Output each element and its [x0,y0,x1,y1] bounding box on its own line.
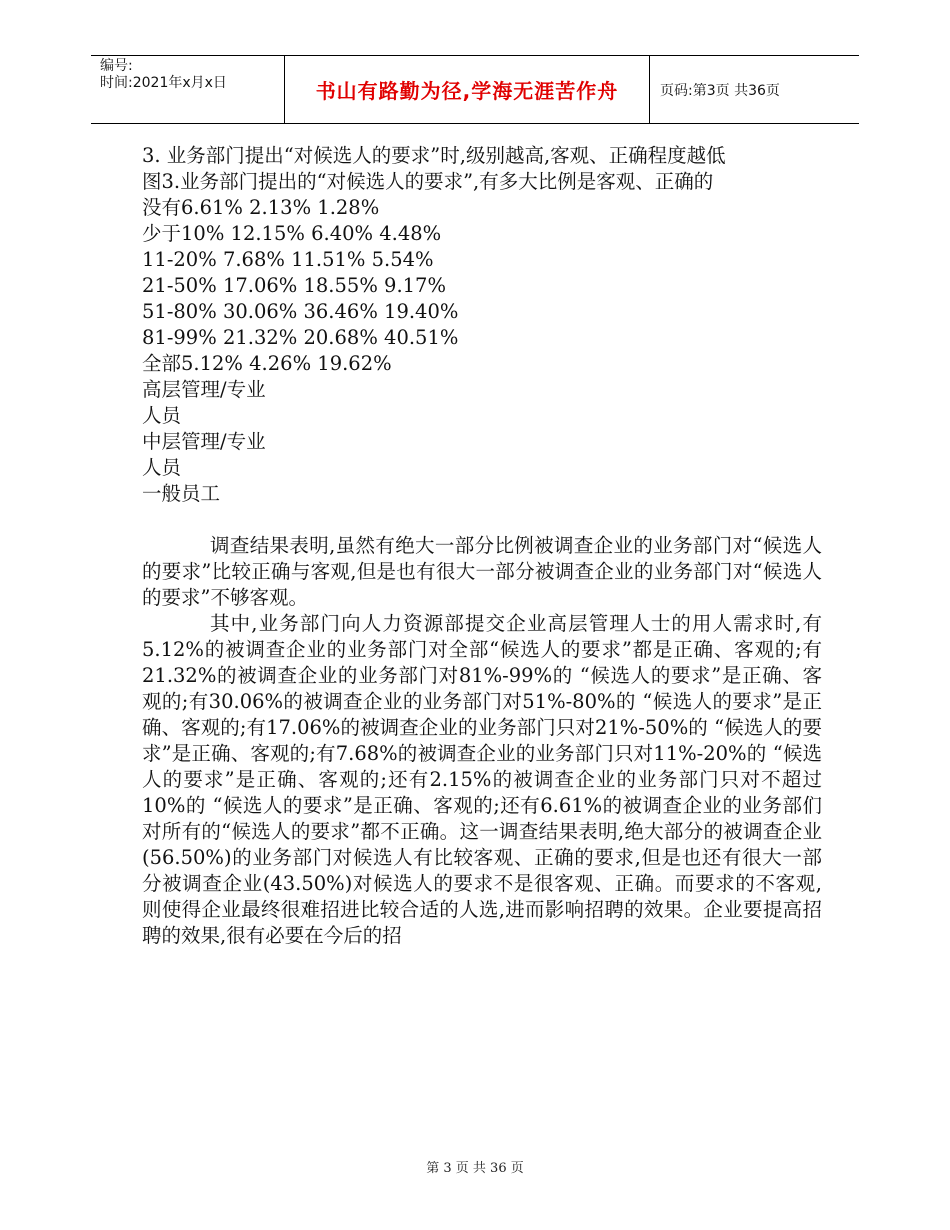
data-row: 51-80% 30.06% 36.46% 19.40% [142,300,459,323]
data-row: 81-99% 21.32% 20.68% 40.51% [142,326,459,349]
legend-entry: 人员 [142,456,182,479]
legend-entry: 人员 [142,404,182,427]
page-footer: 第 3 页 共 36 页 [426,1161,524,1176]
legend-entry: 高层管理/专业 [142,378,266,401]
document-body [142,143,822,949]
data-row: 21-50% 17.06% 18.55% 9.17% [142,274,446,297]
spacer [142,507,822,533]
legend-entry: 中层管理/专业 [142,430,266,453]
header-motto: 书山有路勤为径,学海无涯苦作舟 [285,56,650,123]
data-row: 全部5.12% 4.26% 19.62% [142,352,392,375]
document-time-label: 时间:2021年x月x日 [100,75,227,91]
header-meta [91,56,285,123]
header-page-number: 页码:第3页 共36页 [660,82,780,99]
figure-caption: 图3.业务部门提出的“对候选人的要求”,有多大比例是客观、正确的 [142,170,714,193]
body-paragraph: 其中,业务部门向人力资源部提交企业高层管理人士的用人需求时,有5.12%的被调查企业的业务部门对全部“候选人的要求”都是正确、客观的;有21.32%的被调查企业的业务部门对81%-99%的 “候选人的要求”是正确、客观的;有30.06%的被调查企业的业务部门对51%-80%的 “候选人的要求”是正确、客观的;有17.06%的被调查企业的业务部门只对21%-50%的 “候选人的要求”是正确、客观的;有7.68%的被调查企业的业务部门只对11%-20%的 “候选人的要求”是正确、客观的;还有2.15%的被调查企业的业务部门只对不超过10%的 “候选人的要求”是正确、客观的;还有6.61%的被调查企业的业务部们对所有的“候选人的要求”都不正确。这一调查结果表明,绝大部分的被调查企业(56.50%)的业务部门对候选人有比较客观、正确的要求,但是也还有很大一部分被调查企业(43.50%)对候选人的要求不是很客观、正确。而要求的不客观,则使得企业最终很难招进比较合适的人选,进而影响招聘的效果。企业要提高招聘的效果,很有必要在今后的招 [142,612,822,947]
data-row: 少于10% 12.15% 6.40% 4.48% [142,222,442,245]
data-row: 11-20% 7.68% 11.51% 5.54% [142,248,434,271]
data-row: 没有6.61% 2.13% 1.28% [142,196,380,219]
page-header [91,55,859,124]
body-paragraph: 调查结果表明,虽然有绝大一部分比例被调查企业的业务部门对“候选人的要求”比较正确与客观,但是也有很大一部分被调查企业的业务部门对“候选人的要求”不够客观。 [142,534,822,609]
legend-entry: 一般员工 [142,482,221,505]
document-number-label: 编号: [100,58,133,74]
section-heading: 3. 业务部门提出“对候选人的要求”时,级别越高,客观、正确程度越低 [142,144,726,167]
